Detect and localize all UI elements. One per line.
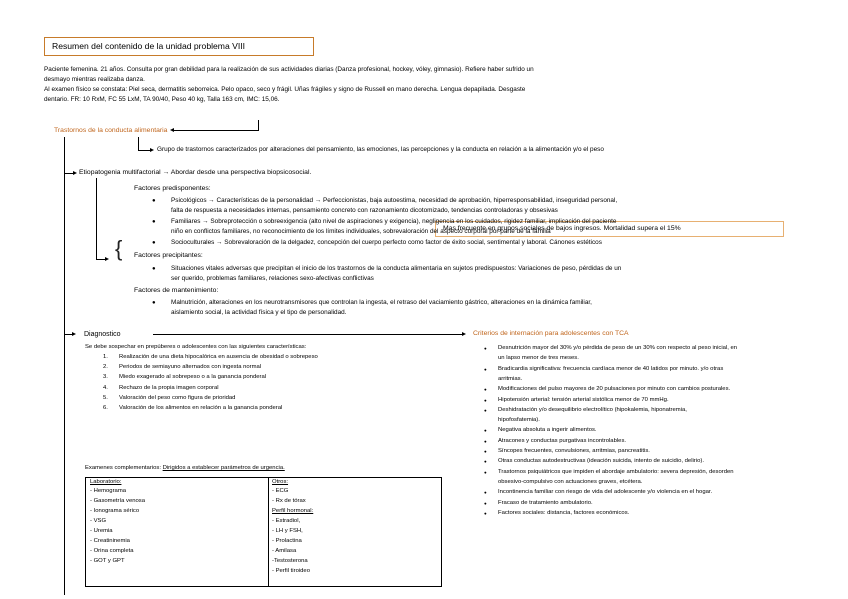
bullet-icon: ● [484,346,487,351]
exams-label: Examenes complementarios: [85,465,161,471]
predisposing-psych-2: falta de respuesta a necesidades internas, pensamiento concreto con razonamiento dicotomizado, tendencias controladoras y obsesivas [171,207,558,214]
case-line-4: dentario. FR: 10 RxM, FC 55 LxM, TA 90/40, Peso 40 kg, Talla 163 cm, IMC: 15,06. [44,96,280,103]
bullet-icon: ● [152,240,156,246]
main-spine-line [64,137,65,595]
lab-item: - Hemograma [90,488,127,494]
criteria-item: Incontinencia familiar con riesgo de vida del adolescente y/o violencia en el hogar. [498,489,713,496]
criteria-item: Factores sociales: distancia, factores económicos. [498,509,630,516]
bullet-icon: ● [484,500,487,506]
other-exam-item: - Rx de tórax [272,498,306,504]
diagnosis-heading: Diagnostico [84,331,121,338]
lab-item: - Orina completa [90,548,134,554]
bullet-icon: ● [484,490,487,496]
hormonal-item: - LH y FSH, [272,528,303,534]
lab-item: - Ionograma sérico [90,508,140,514]
bullet-icon: ● [484,510,487,516]
case-line-1: Paciente femenina. 21 años. Consulta por gran debilidad para la realización de sus actividades diarias (Danza profesional, hockey, vóley, gimnasio). Refiere haber sufrido un [44,66,534,73]
bullet-icon: ● [484,438,487,444]
connector-line [153,334,463,335]
arrow-right-icon [150,148,154,152]
criteria-item: Deshidratación y/o desequilibrio electrolítico (hipokalemia, hiponatremia, [498,406,687,413]
lab-item: - Gasometría venosa [90,498,146,504]
criteria-item: Atracones y conductas purgativas incontrolables. [498,437,627,444]
exams-line [85,465,285,473]
predisposing-socio: Socioculturales → Sobrevaloración de la delgadez, concepción del cuerpo perfecto como factor de éxito social, sentimental y laboral. Cánones estéticos [171,239,602,246]
diagnosis-item-number: 6. [103,405,108,411]
lab-item: - VSG [90,518,107,524]
maintaining-heading: Factores de mantenimiento: [134,287,219,294]
bullet-icon: ● [484,366,487,372]
hormonal-item: - Estradiol, [272,518,301,524]
etiopathogenesis-text: Etiopatogenia multifactorial → Abordar desde una perspectiva biopsicosocial. [79,169,312,176]
predisposing-fam-1: Familiares → Sobreprotección o sobreexigencia (alto nivel de aspiraciones y exigencia), negligencia en los cuidados, rigidez familiar, implicación del paciente [171,218,617,225]
definition-text: Grupo de trastornos caracterizados por alteraciones del pensamiento, las emociones, las percepciones y la conducta en relación a la alimentación y/o el peso [157,146,604,153]
predisposing-heading: Factores predisponentes: [134,185,211,192]
bullet-icon: ● [484,407,487,413]
diagnosis-item-number: 3. [103,374,108,381]
maintaining-line-1: Malnutrición, alteraciones en los neurotransmisores que controlan la ingesta, el retraso del vaciamiento gástrico, alteraciones en la dinámica familiar, [171,299,592,306]
diagnosis-item-number: 5. [103,394,108,401]
connector-line [258,120,259,131]
hormonal-item: - Prolactina [272,538,302,544]
hormonal-item: - Amilasa [272,548,297,554]
lab-item: - GOT y GPT [90,558,125,564]
bullet-icon: ● [152,300,156,306]
criteria-item-continuation: hipofosfatemia). [498,417,540,424]
hormonal-profile-header: Perfil hormonal: [272,508,314,514]
connector-line [173,130,258,131]
section-heading: Trastornos de la conducta alimentaria [54,127,168,134]
connector-line [96,178,97,260]
lab-table [85,477,442,587]
bullet-icon: ● [484,469,487,475]
lab-item: - Uremia [90,528,113,534]
bullet-icon: ● [152,266,156,272]
brace-icon: { [115,236,123,261]
criteria-item: Bradicardia significativa: frecuencia cardíaca menor de 40 latidos por minuto. y/o otras [498,365,724,372]
diagnosis-item: Valoración del peso como figura de prioridad [119,394,236,401]
predisposing-psych-1: Psicológicos → Características de la personalidad → Perfeccionistas, baja autoestima, necesidad de aprobación, hiperresponsabilidad, inseguridad personal, [171,197,618,204]
arrow-right-icon [73,171,77,175]
diagnosis-item-number: 2. [103,364,108,371]
bullet-icon: ● [484,459,487,465]
maintaining-line-2: aislamiento social, la actividad física y el tipo de personalidad. [171,309,347,316]
precipitating-line-2: ser querido, problemas familiares, relaciones sexo-afectivas conflictivas [171,275,374,282]
criteria-item: Síncopes frecuentes, convulsiones, arritmias, pancreatitis. [498,448,650,454]
predisposing-fam-2: niño en conflictos familiares, no reconocimiento de los límites individuales, sobrevaloración del aspecto corporal por parte de la familia [171,228,551,235]
frequency-note-box: Mas frecuente en grupos sociales de bajos ingresos. Mortalidad supera el 15% [435,221,784,237]
diagnosis-item: Realización de una dieta hipocalórica en ausencia de obesidad o sobrepeso [119,354,318,360]
diagnosis-item-number: 4. [103,384,108,391]
criteria-item-continuation: un lapso menor de tres meses. [498,355,579,362]
other-exam-item: - ECG [272,488,289,494]
diagnosis-item-number: 1. [103,354,108,360]
lab-left-header: Laboratorio: [90,479,122,485]
bullet-icon: ● [484,428,487,434]
precipitating-heading: Factores precipitantes: [134,252,203,259]
connector-line [138,137,139,150]
diagnosis-item: Valoración de los alimentos en relación a la ganancia ponderal [119,405,283,411]
lab-table-divider [268,477,269,587]
bullet-icon: ● [484,449,487,454]
bullet-icon: ● [484,397,487,403]
arrow-right-icon [72,332,76,336]
diagnosis-intro: Se debe sospechar en prepúberes o adolescentes con las siguientes características: [85,344,307,350]
criteria-heading: Criterios de internación para adolescentes con TCA [473,330,629,337]
arrow-right-icon [105,257,109,261]
diagnosis-item: Rechazo de la propia imagen corporal [119,384,219,391]
case-line-3: Al examen físico se constata: Piel seca, dermatitis seborreica. Pelo opaco, seco y frágil. Uñas frágiles y signo de Russell en mano derecha. Lengua depapilada. Desgaste [44,86,526,93]
bullet-icon: ● [484,387,487,393]
exams-underlined: Dirigidos a establecer parámetros de urgencia. [162,465,285,471]
criteria-item: Negativa absoluta a ingerir alimentos. [498,427,597,434]
bullet-icon: ● [152,219,156,225]
hormonal-item: -Testosterona [272,558,308,564]
criteria-item: Trastornos psiquiátricos que impiden el abordaje ambulatorio: severa depresión, desorden [498,468,734,475]
bullet-icon: ● [152,198,156,204]
criteria-item-continuation: obsesivo-compulsivo con actuaciones graves, etcétera. [498,478,643,485]
arrow-right-icon [462,332,466,336]
criteria-item: Hipotensión arterial: tensión arterial sistólica menor de 70 mmHg. [498,396,669,403]
criteria-item: Fracaso de tratamiento ambulatorio. [498,499,593,506]
criteria-item: Otras conductas autodestructivas (ideación suicida, intento de suicidio, delirio). [498,458,704,465]
case-line-2: desmayo mientras realizaba danza. [44,76,145,83]
page-title: Resumen del contenido de la unidad problema VIII [44,37,314,56]
hormonal-item: - Perfil tiroideo [272,568,310,574]
lab-item: - Creatininemia [90,538,130,544]
lab-right-header: Otros: [272,479,289,485]
criteria-item-continuation: arritmias. [498,375,523,382]
criteria-item: Modificaciones del pulso mayores de 20 pulsaciones por minuto con cambios posturales. [498,386,731,393]
criteria-item: Desnutrición mayor del 30% y/o pérdida de peso de un 30% con respecto al peso inicial, en [498,345,738,351]
diagnosis-item: Periodos de semiayuno alternados con ingesta normal [119,364,262,371]
precipitating-line-1: Situaciones vitales adversas que precipitan el inicio de los trastornos de la conducta alimentaria en sujetos predispuestos: Variaciones de peso, pérdidas de un [171,265,622,272]
diagnosis-item: Miedo exagerado al sobrepeso o a la ganancia ponderal [119,374,267,381]
